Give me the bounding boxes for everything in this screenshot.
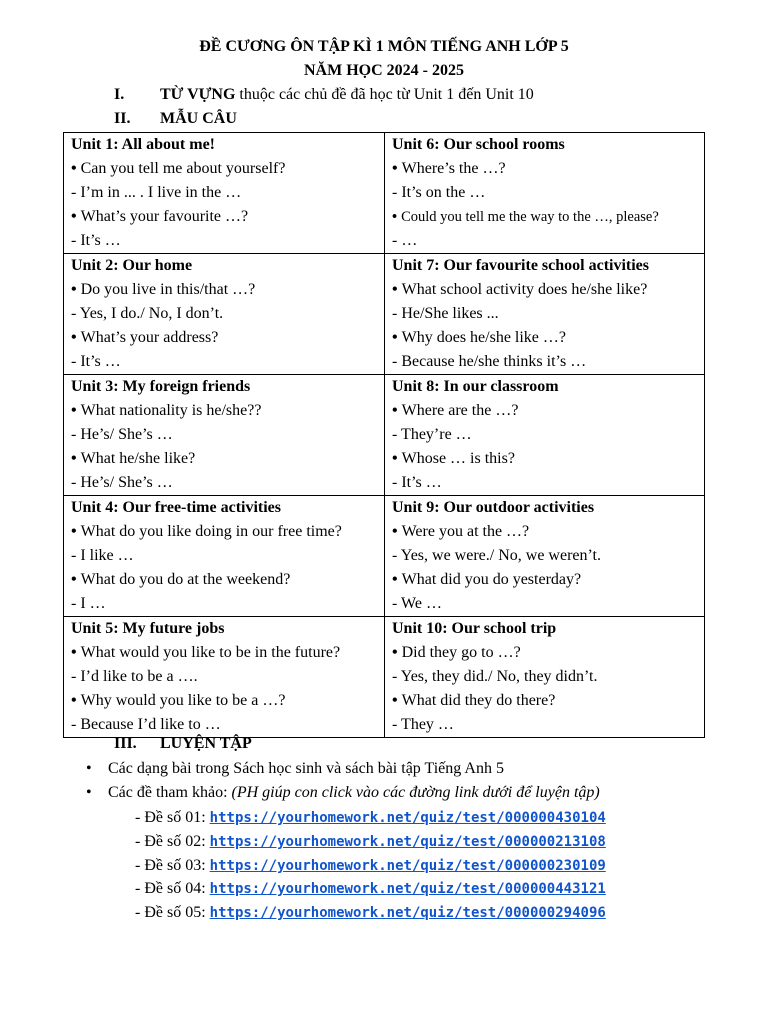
answer-line: - Yes, I do./ No, I don’t. <box>71 305 224 322</box>
bullet-text: Các đề tham khảo: <box>108 784 232 801</box>
section-description: thuộc các chủ đề đã học từ Unit 1 đến Unit 10 <box>235 86 534 103</box>
bullet-icon: • <box>86 784 92 801</box>
unit-heading: Unit 5: My future jobs <box>71 620 225 637</box>
question-line: • Where’s the …? <box>392 157 698 181</box>
test-label: - Đề số 04: <box>135 880 210 897</box>
question-line: • What he/she like? <box>71 447 378 471</box>
answer-line: - He/She likes ... <box>392 305 499 322</box>
unit-heading: Unit 9: Our outdoor activities <box>392 499 595 516</box>
answer-line: - Because he/she thinks it’s … <box>392 353 587 370</box>
answer-line: - … <box>392 232 418 249</box>
answer-line: - He’s/ She’s … <box>71 426 173 443</box>
answer-line: - We … <box>392 595 442 612</box>
unit-cell <box>385 254 705 375</box>
answer-line: - It’s … <box>71 232 121 249</box>
question-line: • Did they go to …? <box>392 641 698 665</box>
practice-test-row <box>135 901 606 925</box>
question-line: • What did you do yesterday? <box>392 568 698 592</box>
table-row <box>64 617 705 738</box>
test-label: - Đề số 01: <box>135 809 210 826</box>
answer-line: - Yes, they did./ No, they didn’t. <box>392 668 598 685</box>
question-line: • What’s your address? <box>71 326 378 350</box>
table-row <box>64 254 705 375</box>
document-title: ĐỀ CƯƠNG ÔN TẬP KÌ 1 MÔN TIẾNG ANH LỚP 5 <box>199 38 569 55</box>
section-number: II. <box>114 110 131 127</box>
practice-test-row <box>135 854 606 878</box>
answer-line: - Because I’d like to … <box>71 716 221 733</box>
test-link[interactable]: https://yourhomework.net/quiz/test/000000430104 <box>209 810 606 826</box>
question-line: • What nationality is he/she?? <box>71 399 378 423</box>
table-row <box>64 133 705 254</box>
question-line: • Can you tell me about yourself? <box>71 157 378 181</box>
test-label: - Đề số 05: <box>135 904 210 921</box>
question-line: • Do you live in this/that …? <box>71 278 378 302</box>
answer-line: - He’s/ She’s … <box>71 474 173 491</box>
question-line: • What’s your favourite …? <box>71 205 378 229</box>
test-link[interactable]: https://yourhomework.net/quiz/test/000000294096 <box>209 905 606 921</box>
test-link[interactable]: https://yourhomework.net/quiz/test/000000213108 <box>209 834 606 850</box>
test-link[interactable]: https://yourhomework.net/quiz/test/000000230109 <box>209 858 606 874</box>
practice-test-row <box>135 830 606 854</box>
question-line: • Why would you like to be a …? <box>71 689 378 713</box>
unit-cell <box>64 496 385 617</box>
section-vocabulary <box>114 84 714 106</box>
bullet-text: Các dạng bài trong Sách học sinh và sách bài tập Tiếng Anh 5 <box>108 760 504 777</box>
unit-heading: Unit 4: Our free-time activities <box>71 499 282 516</box>
question-line: • What did they do there? <box>392 689 698 713</box>
sentence-pattern-table <box>63 132 705 738</box>
section-heading: TỪ VỰNG <box>160 86 236 103</box>
section-heading: MẪU CÂU <box>160 110 237 127</box>
unit-heading: Unit 7: Our favourite school activities <box>392 257 650 274</box>
unit-cell <box>385 617 705 738</box>
unit-heading: Unit 10: Our school trip <box>392 620 557 637</box>
question-line: • Why does he/she like …? <box>392 326 698 350</box>
answer-line: - They’re … <box>392 426 472 443</box>
unit-heading: Unit 8: In our classroom <box>392 378 559 395</box>
unit-cell <box>64 254 385 375</box>
practice-test-row <box>135 806 606 830</box>
unit-cell <box>385 375 705 496</box>
question-line: • What would you like to be in the future? <box>71 641 378 665</box>
answer-line: - I’m in ... . I live in the … <box>71 184 242 201</box>
answer-line: - It’s … <box>392 474 442 491</box>
unit-cell <box>64 617 385 738</box>
question-line: • Whose … is this? <box>392 447 698 471</box>
unit-cell <box>385 133 705 254</box>
unit-heading: Unit 3: My foreign friends <box>71 378 251 395</box>
table-row <box>64 375 705 496</box>
question-line: • Could you tell me the way to the …, please? <box>392 205 698 229</box>
question-line: • Were you at the …? <box>392 520 698 544</box>
answer-line: - I’d like to be a …. <box>71 668 198 685</box>
section-sentence-patterns <box>114 108 714 130</box>
question-line: • Where are the …? <box>392 399 698 423</box>
answer-line: - I … <box>71 595 106 612</box>
section-number: I. <box>114 86 125 103</box>
section-heading: LUYỆN TẬP <box>160 735 252 752</box>
unit-heading: Unit 1: All about me! <box>71 136 215 153</box>
section-practice <box>114 733 714 755</box>
question-line: • What do you do at the weekend? <box>71 568 378 592</box>
bullet-icon: • <box>86 760 92 777</box>
bullet-note: (PH giúp con click vào các đường link dưới để luyện tập) <box>231 784 600 801</box>
unit-cell <box>385 496 705 617</box>
unit-heading: Unit 6: Our school rooms <box>392 136 565 153</box>
school-year-title: NĂM HỌC 2024 - 2025 <box>304 62 464 79</box>
answer-line: - They … <box>392 716 454 733</box>
answer-line: - It’s … <box>71 353 121 370</box>
answer-line: - Yes, we were./ No, we weren’t. <box>392 547 601 564</box>
answer-line: - I like … <box>71 547 134 564</box>
question-line: • What school activity does he/she like? <box>392 278 698 302</box>
test-label: - Đề số 02: <box>135 833 210 850</box>
answer-line: - It’s on the … <box>392 184 486 201</box>
test-link[interactable]: https://yourhomework.net/quiz/test/000000443121 <box>209 881 606 897</box>
test-label: - Đề số 03: <box>135 857 210 874</box>
section-number: III. <box>114 735 137 752</box>
practice-test-row <box>135 877 606 901</box>
question-line: • What do you like doing in our free time? <box>71 520 378 544</box>
table-row <box>64 496 705 617</box>
unit-heading: Unit 2: Our home <box>71 257 193 274</box>
unit-cell <box>64 133 385 254</box>
unit-cell <box>64 375 385 496</box>
